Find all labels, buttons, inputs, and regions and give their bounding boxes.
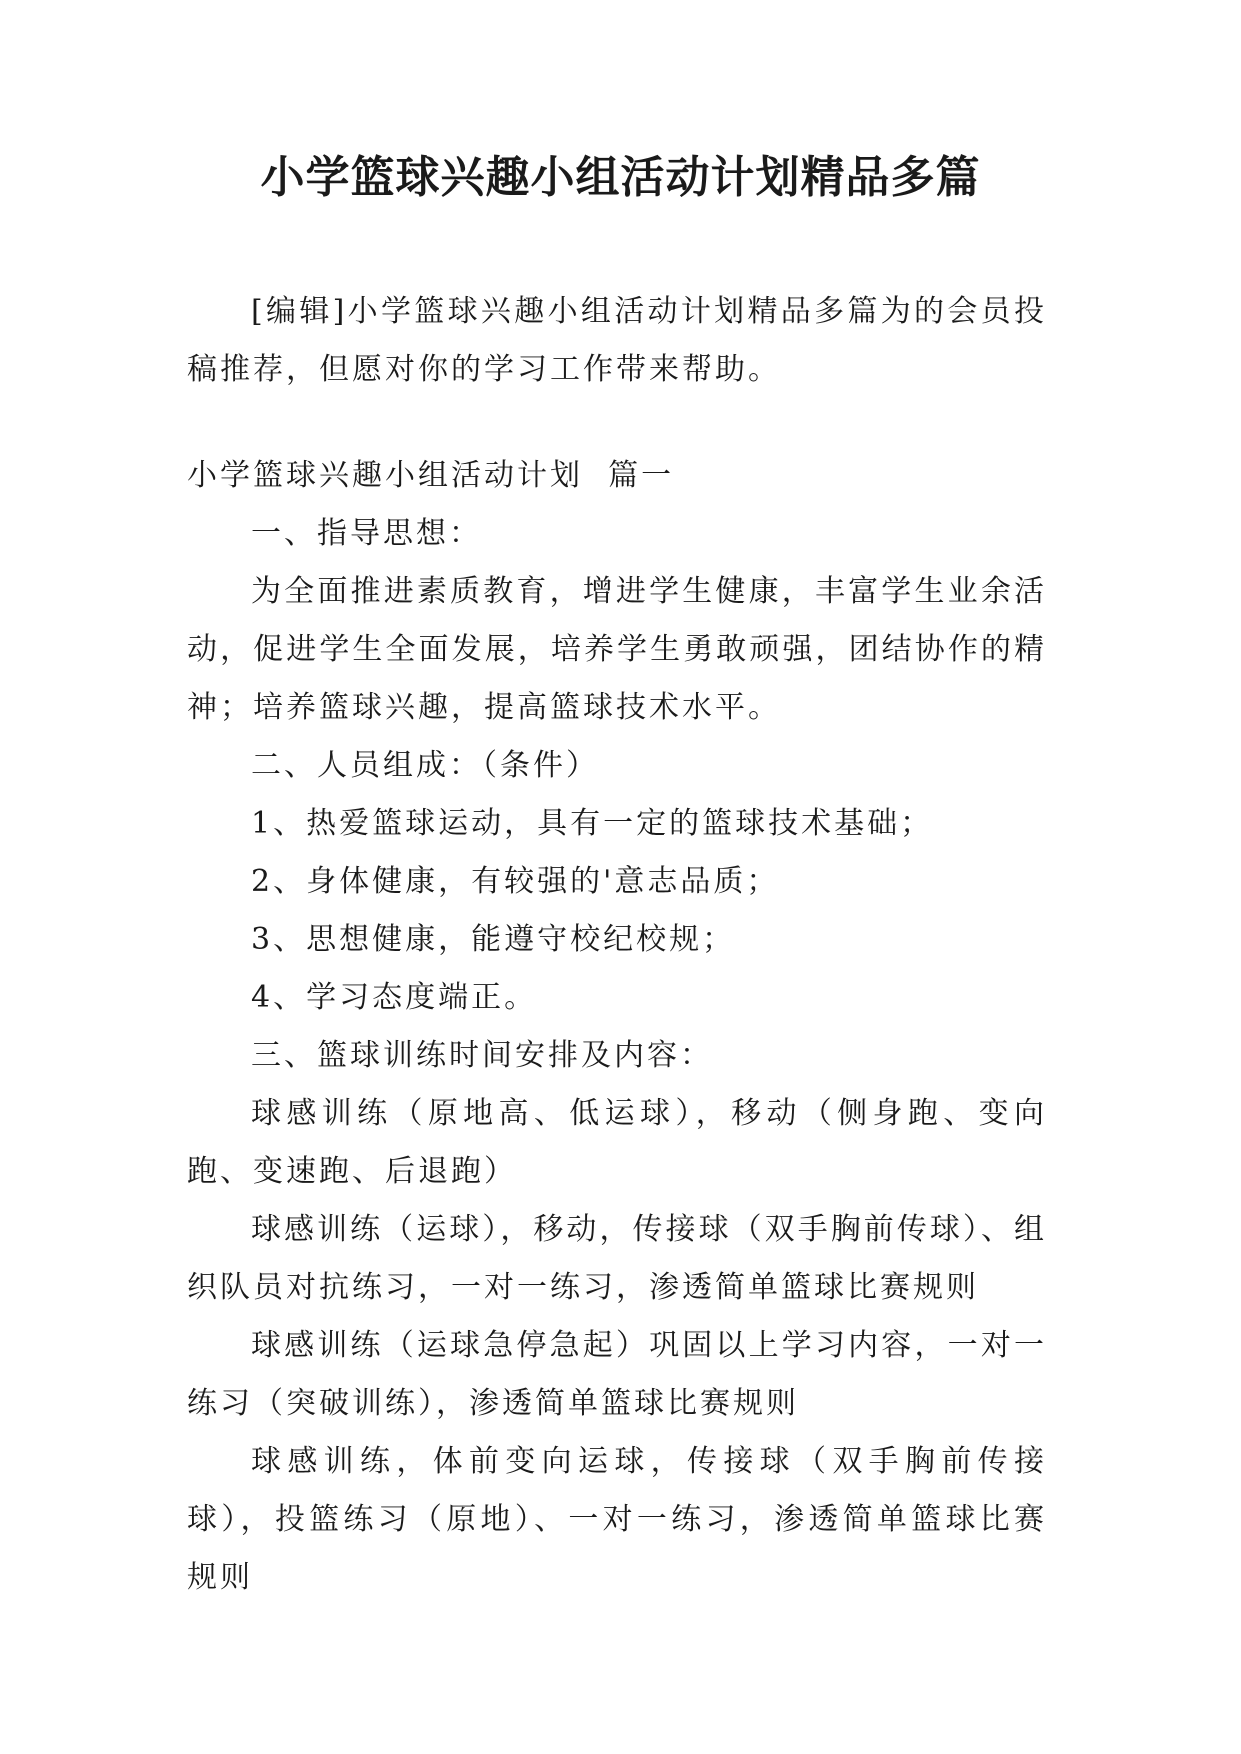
heading-guiding-thought: 一、指导思想：: [251, 516, 482, 551]
section-heading: 小学篮球兴趣小组活动计划 篇一: [187, 458, 675, 493]
training-item-3: 球感训练（运球急停急起）巩固以上学习内容，一对一练习（突破训练），渗透简单篮球比赛规则: [187, 1328, 1047, 1421]
training-item-4: 球感训练，体前变向运球，传接球（双手胸前传接球），投篮练习（原地）、一对一练习，渗透简单篮球比赛规则: [187, 1444, 1047, 1595]
list-item-condition-4: 4、学习态度端正。: [251, 980, 538, 1015]
training-item-2: 球感训练（运球），移动，传接球（双手胸前传球）、组织队员对抗练习，一对一练习，渗透简单篮球比赛规则: [187, 1212, 1047, 1305]
list-item-condition-3: 3、思想健康，能遵守校纪校规；: [251, 922, 736, 957]
heading-training-schedule: 三、篮球训练时间安排及内容：: [251, 1038, 713, 1073]
heading-member-composition: 二、人员组成：（条件）: [251, 748, 599, 783]
paragraph-guiding-thought: 为全面推进素质教育，增进学生健康，丰富学生业余活动，促进学生全面发展，培养学生勇敢顽强，团结协作的精神；培养篮球兴趣，提高篮球技术水平。: [187, 574, 1047, 725]
training-item-1: 球感训练（原地高、低运球），移动（侧身跑、变向跑、变速跑、后退跑）: [187, 1096, 1047, 1189]
list-item-condition-1: 1、热爱篮球运动，具有一定的篮球技术基础；: [251, 806, 934, 841]
intro-paragraph: [编辑]小学篮球兴趣小组活动计划精品多篇为的会员投稿推荐，但愿对你的学习工作带来帮助。: [187, 294, 1047, 387]
list-item-condition-2: 2、身体健康，有较强的'意志品质；: [251, 864, 780, 899]
document-title: 小学篮球兴趣小组活动计划精品多篇: [260, 152, 981, 203]
document-body: [187, 283, 1047, 1607]
